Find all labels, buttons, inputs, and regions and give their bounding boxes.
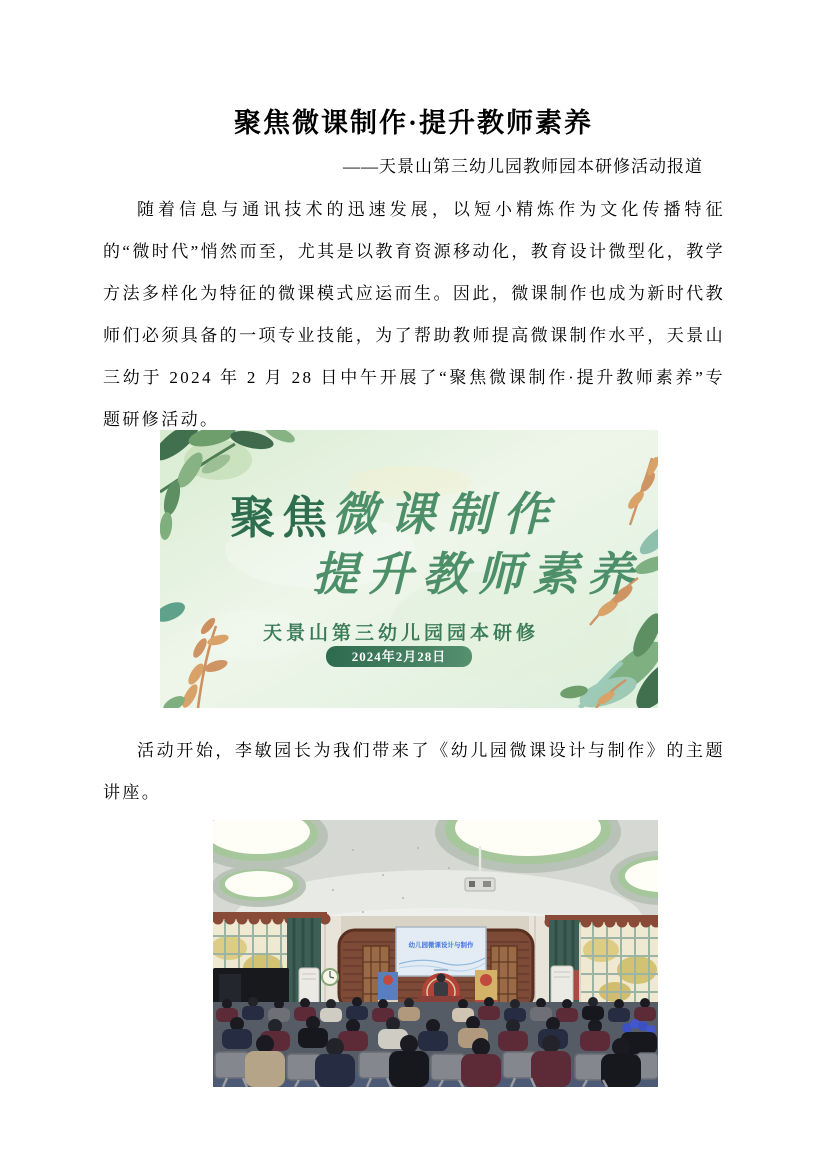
banner-org-line: 天景山第三幼儿园园本研修	[262, 623, 540, 644]
projection-screen	[396, 927, 486, 976]
lecture-photo-scene	[213, 820, 658, 1087]
audience	[213, 997, 658, 1087]
body-paragraph-1: 随着信息与通讯技术的迅速发展，以短小精炼作为文化传播特征的“微时代”悄然而至，尤其是以教育资源移动化，教育设计微型化，教学方法多样化为特征的微课模式应运而生。因此，微课制作也成为新时代教师们必须具备的一项专业技能，为了帮助教师提高微课制作水平，天景山三幼于 2024 年 2 月 28 日中午开展了“聚焦微课制作·提升教师素养”专题研修活动。	[103, 200, 725, 429]
banner-date-text: 2024年2月28日	[351, 649, 447, 664]
body-paragraph-2: 活动开始，李敏园长为我们带来了《幼儿园微课设计与制作》的主题讲座。	[103, 741, 725, 802]
banner-heading-line2: 提升教师素养	[312, 549, 642, 600]
lecture-photo	[213, 820, 658, 1087]
banner-illustration	[160, 430, 658, 708]
event-banner-image	[160, 430, 658, 708]
slide-title-text: 幼儿园微课设计与制作	[408, 942, 474, 949]
page-title: 聚焦微课制作·提升教师素养	[233, 108, 593, 138]
speaker-body	[434, 982, 448, 997]
speaker-head	[437, 974, 446, 983]
banner-heading-part2: 微课制作	[332, 489, 560, 540]
page-subtitle: ——天景山第三幼儿园教师园本研修活动报道	[343, 157, 703, 176]
banner-heading-part1: 聚焦	[230, 493, 335, 543]
banner-date-badge	[326, 646, 472, 667]
